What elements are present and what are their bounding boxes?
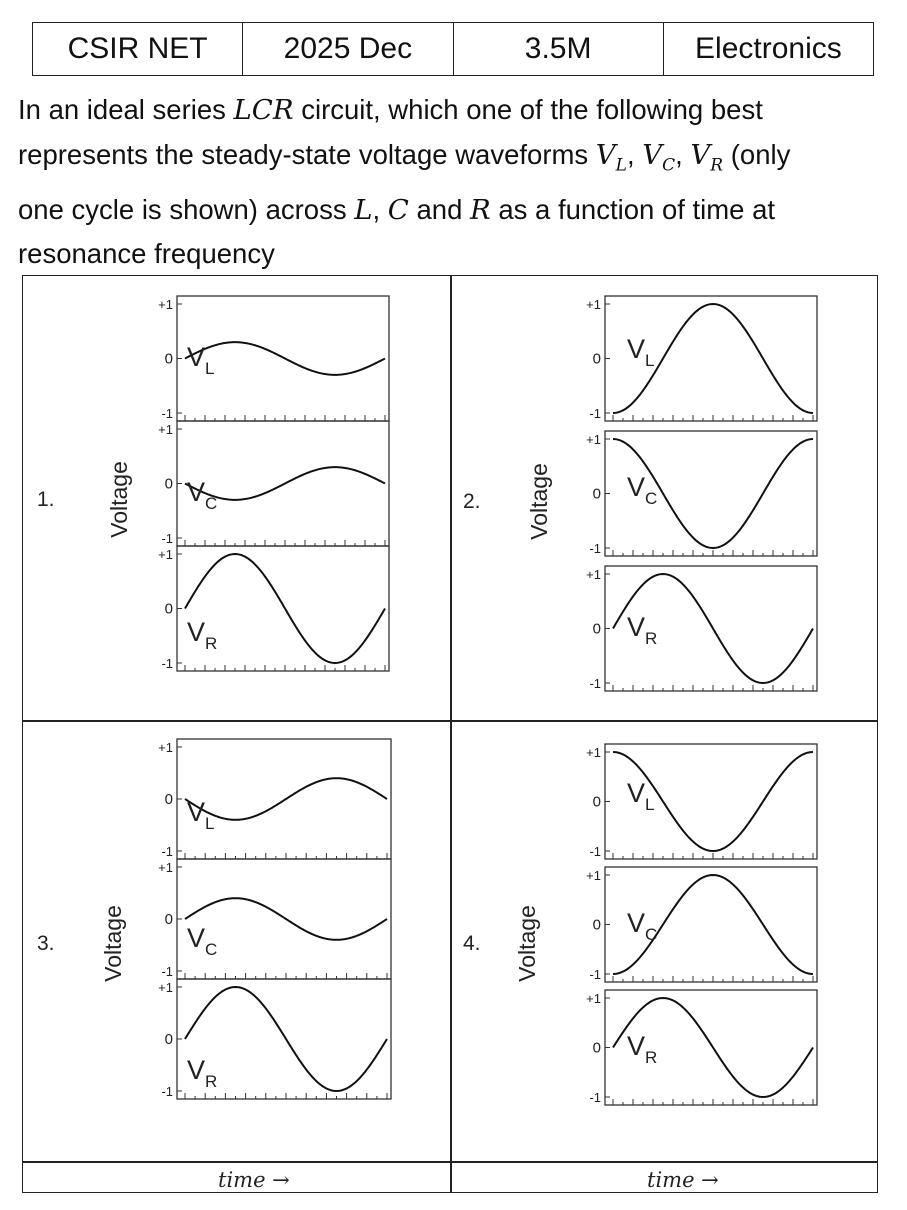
series-label-vc: V — [187, 477, 206, 507]
question-text: In an ideal series LCR circuit, which one of the following best represents the steady-state voltage waveforms $V_L$, $V_C$, $V_R$ (only one cycle is shown) across L, C and R as a function of time at resonance frequency — [18, 94, 791, 269]
marks-cell: 3.5M — [453, 23, 663, 75]
y-tick-label: 0 — [164, 475, 173, 493]
q-line3-b: as a function of time at — [490, 193, 776, 225]
waveform-vl — [185, 342, 385, 375]
y-tick-label: 0 — [164, 791, 173, 808]
y-tick-label: 0 — [592, 1039, 601, 1057]
q-vr-main: V — [690, 138, 711, 171]
option-1-ylabel: Voltage — [105, 461, 132, 538]
option-4-number[interactable]: 4. — [463, 932, 481, 955]
q-vr-sub: R — [710, 155, 724, 175]
series-label-sub: L — [205, 359, 215, 378]
subplot-frame — [177, 859, 391, 979]
y-tick-label: +1 — [586, 868, 601, 883]
y-tick-label: 0 — [592, 350, 601, 368]
q-vr — [690, 138, 724, 175]
series-label-vc: V — [627, 908, 646, 938]
series-label-sub: R — [205, 634, 218, 653]
option-3-ylabel: Voltage — [99, 905, 126, 982]
option-2-chart[interactable] — [557, 296, 817, 708]
y-tick-label: +1 — [158, 860, 173, 875]
series-label-vr: V — [627, 612, 646, 642]
q-vl — [595, 138, 627, 175]
y-tick-label: -1 — [161, 964, 173, 979]
y-tick-label: +1 — [158, 297, 173, 312]
series-label-sub: L — [645, 795, 655, 814]
session-cell: 2025 Dec — [242, 23, 452, 75]
exam-cell: CSIR NET — [67, 32, 208, 65]
y-tick-label: -1 — [589, 406, 601, 421]
series-label-vc: V — [627, 472, 646, 502]
q-sym-r: R — [470, 193, 491, 226]
option-3-chart[interactable] — [129, 739, 391, 1144]
option-3-subplot-vc — [158, 859, 391, 979]
y-tick-label: -1 — [161, 406, 173, 421]
option-3-subplot-vr — [158, 979, 391, 1099]
option-1-number[interactable]: 1. — [37, 488, 55, 511]
q-vc-sub: C — [662, 155, 676, 175]
y-tick-label: -1 — [161, 1084, 173, 1099]
series-label-sub: R — [645, 1048, 658, 1067]
y-tick-label: +1 — [158, 422, 173, 437]
y-tick-label: -1 — [589, 1090, 601, 1105]
q-vc-main: V — [642, 138, 663, 171]
q-line4: resonance frequency — [18, 238, 275, 269]
y-tick-label: 0 — [164, 911, 173, 928]
series-label-vl: V — [187, 797, 206, 827]
y-tick-label: +1 — [586, 297, 601, 312]
q-line2-a: represents the steady-state voltage waveforms — [18, 138, 596, 170]
y-tick-label: +1 — [158, 980, 173, 995]
q-sym-c: C — [387, 193, 409, 226]
q-line2-b: (only — [723, 138, 791, 170]
option-1-subplot-vc — [158, 421, 389, 546]
series-label-sub: C — [205, 940, 218, 959]
y-tick-label: +1 — [586, 745, 601, 760]
options-grid — [22, 275, 878, 1193]
y-tick-label: 0 — [592, 485, 601, 503]
series-label-vl: V — [627, 334, 646, 364]
option-4-subplot-vc — [586, 867, 817, 982]
y-tick-label: -1 — [589, 541, 601, 556]
subplot-frame — [177, 739, 391, 859]
y-tick-label: +1 — [158, 740, 173, 755]
series-label-sub: R — [645, 629, 658, 648]
q-vl-sub: L — [615, 155, 627, 175]
q-line3-a: one cycle is shown) across — [18, 193, 355, 225]
grid-vertical-divider — [450, 276, 452, 1192]
q-sym-l: L — [354, 193, 373, 226]
option-3-number[interactable]: 3. — [37, 932, 55, 955]
y-tick-label: -1 — [589, 967, 601, 982]
option-1-subplot-vl — [158, 296, 389, 421]
series-label-sub: C — [645, 925, 658, 944]
series-label-sub: C — [645, 489, 658, 508]
y-tick-label: -1 — [589, 844, 601, 859]
series-label-sub: L — [645, 351, 655, 370]
option-1-chart[interactable] — [129, 296, 389, 701]
q-vc — [642, 138, 676, 175]
y-tick-label: 0 — [164, 1031, 173, 1048]
y-tick-label: -1 — [161, 844, 173, 859]
y-tick-label: 0 — [592, 620, 601, 638]
series-label-vc: V — [187, 923, 206, 953]
option-2-subplot-vl — [586, 296, 817, 421]
option-2-subplot-vc — [586, 431, 817, 556]
series-label-vr: V — [187, 1055, 206, 1085]
y-tick-label: 0 — [164, 600, 173, 618]
series-label-vl: V — [627, 778, 646, 808]
series-label-sub: R — [205, 1072, 218, 1091]
option-2-number[interactable]: 2. — [463, 490, 481, 513]
waveform-vc — [185, 898, 387, 940]
q-lcr: LCR — [233, 94, 294, 126]
subject-cell: Electronics — [663, 23, 873, 75]
waveform-vl — [185, 778, 387, 820]
y-tick-label: +1 — [586, 991, 601, 1006]
option-3-subplot-vl — [158, 739, 391, 859]
y-tick-label: +1 — [158, 547, 173, 562]
option-4-ylabel: Voltage — [513, 905, 540, 982]
option-1-subplot-vr — [158, 546, 389, 671]
y-tick-label: +1 — [586, 432, 601, 447]
option-4-subplot-vr — [586, 990, 817, 1105]
series-label-vl: V — [187, 342, 206, 372]
time-label-left: time → — [218, 1168, 290, 1192]
q-vl-main: V — [595, 138, 616, 171]
header-table — [32, 22, 874, 76]
series-label-vr: V — [627, 1031, 646, 1061]
series-label-sub: L — [205, 814, 215, 833]
y-tick-label: -1 — [161, 656, 173, 671]
option-2-ylabel: Voltage — [525, 463, 552, 540]
y-tick-label: 0 — [592, 793, 601, 811]
option-4-chart[interactable] — [557, 744, 817, 1129]
grid-middle-divider — [23, 720, 877, 722]
time-label-right: time → — [647, 1168, 719, 1192]
series-label-sub: C — [205, 494, 218, 513]
q-line1-c: circuit, which one of the following best — [293, 94, 763, 125]
grid-footer-divider — [23, 1161, 877, 1163]
series-label-vr: V — [187, 617, 206, 647]
option-2-subplot-vr — [586, 566, 817, 691]
q-line1-a: In an ideal series — [18, 94, 234, 125]
y-tick-label: 0 — [592, 916, 601, 934]
option-4-subplot-vl — [586, 744, 817, 859]
y-tick-label: 0 — [164, 350, 173, 368]
y-tick-label: +1 — [586, 567, 601, 582]
y-tick-label: -1 — [161, 531, 173, 546]
y-tick-label: -1 — [589, 676, 601, 691]
